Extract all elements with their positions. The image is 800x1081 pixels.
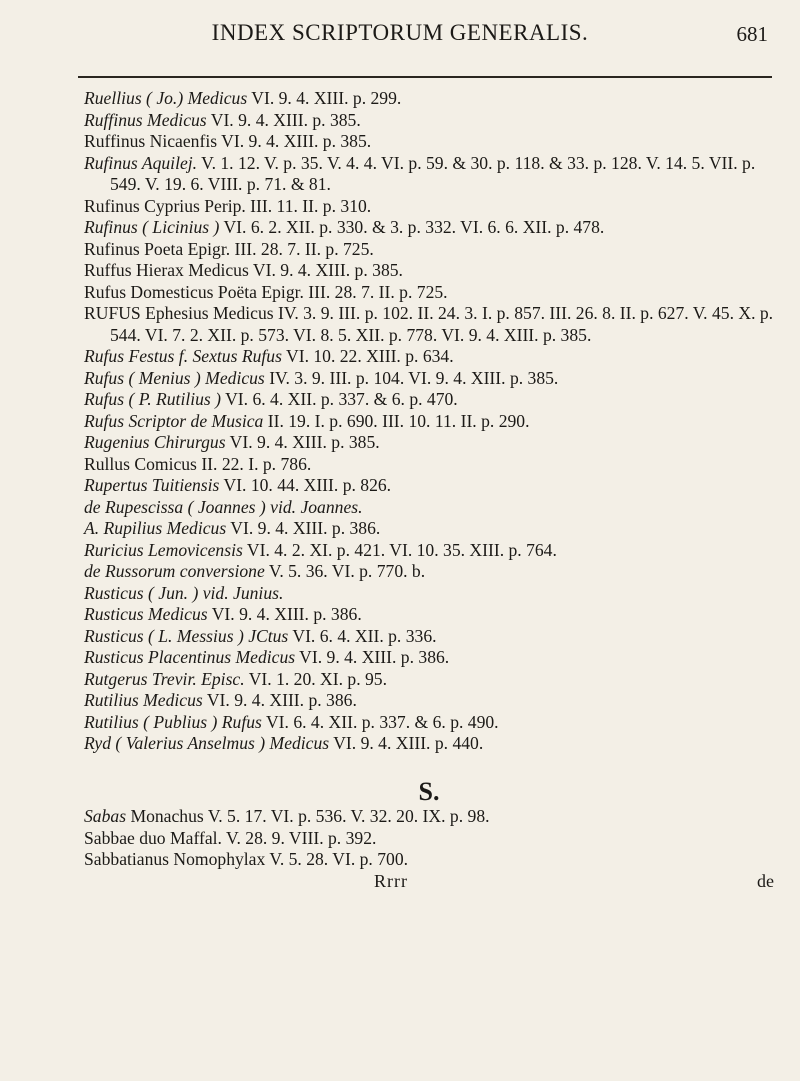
- entry-reference: IV. 3. 9. III. p. 104. VI. 9. 4. XIII. p. 385.: [264, 367, 559, 388]
- entry-name: Rufus Domesticus Poëta Epigr.: [84, 281, 304, 302]
- entry-name: Rufinus Aquilej.: [84, 152, 198, 173]
- index-entries: [84, 88, 774, 893]
- entry-name: Rutilius Medicus: [84, 690, 203, 710]
- page-number: 681: [736, 22, 768, 46]
- entry-name: Rusticus Medicus: [84, 604, 208, 624]
- entry-reference: III. 28. 7. II. p. 725.: [303, 281, 448, 302]
- entry-name: de Russorum conversione: [84, 561, 265, 581]
- entry-name: Sabbatianus Nomophylax: [84, 849, 266, 869]
- entry-reference: VI. 10. 44. XIII. p. 826.: [219, 475, 392, 495]
- entry-reference: VI. 9. 4. XIII. p. 385.: [217, 131, 372, 151]
- index-entry: [84, 454, 774, 476]
- page-header: [0, 14, 800, 54]
- entry-name: Rufus Festus f. Sextus Rufus: [84, 346, 282, 366]
- entry-name: Rusticus ( Jun. ) vid. Junius.: [84, 582, 284, 603]
- index-entry: [84, 196, 774, 218]
- entry-reference: VI. 9. 4. XIII. p. 299.: [247, 88, 402, 108]
- index-entry: [84, 475, 774, 497]
- entry-reference: V. 5. 28. VI. p. 700.: [265, 849, 409, 869]
- entry-reference: VI. 1. 20. XI. p. 95.: [244, 668, 387, 689]
- entry-reference: VI. 9. 4. XIII. p. 386.: [202, 690, 357, 710]
- entry-name: Rufus ( P. Rutilius ): [84, 389, 222, 409]
- index-entry: [84, 131, 774, 153]
- entry-name: Ruricius Lemovicensis: [84, 539, 243, 560]
- entry-reference: VI. 9. 4. XIII. p. 440.: [329, 733, 484, 753]
- entry-reference: VI. 9. 4. XIII. p. 385.: [225, 432, 380, 452]
- index-entry: [84, 239, 774, 261]
- catchword: de: [757, 870, 774, 891]
- index-entry: [84, 282, 774, 304]
- header-rule: [78, 76, 772, 78]
- entry-reference: V. 1. 12. V. p. 35. V. 4. 4. VI. p. 59. & 30. p. 118. & 33. p. 128. V. 14. 5. VII. p. 549. V. 19. 6. VIII. p. 71. & 81.: [110, 152, 756, 194]
- entry-name: Ruffus Hierax Medicus: [84, 260, 249, 280]
- entry-reference: VI. 9. 4. XIII. p. 385.: [248, 260, 403, 280]
- index-entry: [84, 88, 774, 110]
- entry-name: Rugenius Chirurgus: [84, 432, 226, 452]
- entry-name: Sabas: [84, 806, 127, 826]
- index-entry: [84, 260, 774, 282]
- page-footer: [84, 871, 774, 893]
- entry-name: Ruffinus Medicus: [84, 109, 207, 130]
- index-entry: [84, 626, 774, 648]
- entry-name: de Rupescissa ( Joannes ) vid. Joannes.: [84, 496, 363, 517]
- entry-reference: VI. 9. 4. XIII. p. 386.: [207, 604, 362, 624]
- index-entry: [84, 110, 774, 132]
- entry-name: Rutgerus Trevir. Episc.: [84, 668, 245, 689]
- entry-name: RUFUS Ephesius Medicus: [84, 303, 274, 323]
- entry-name: Ryd ( Valerius Anselmus ) Medicus: [84, 733, 330, 753]
- index-entry: [84, 497, 774, 519]
- entry-reference: VI. 4. 2. XI. p. 421. VI. 10. 35. XIII. p. 764.: [242, 539, 557, 560]
- index-entry: [84, 849, 774, 871]
- entry-reference: II. 22. I. p. 786.: [196, 453, 312, 474]
- entry-name: Rullus Comicus: [84, 453, 197, 474]
- index-entry: [84, 669, 774, 691]
- entry-name: Rusticus ( L. Messius ) JCtus: [84, 625, 289, 646]
- entry-name: Ruellius ( Jo.) Medicus: [84, 88, 248, 108]
- entry-name: Sabbae duo Maffal.: [84, 827, 222, 848]
- entry-reference: V. 5. 36. VI. p. 770. b.: [264, 561, 426, 581]
- index-entry: [84, 828, 774, 850]
- index-entry: [84, 518, 774, 540]
- index-entry: [84, 368, 774, 390]
- section-letter: S.: [418, 776, 440, 806]
- entry-name: Rufinus Cyprius Perip.: [84, 195, 246, 216]
- index-entry: [84, 217, 774, 239]
- entry-reference: Monachus V. 5. 17. VI. p. 536. V. 32. 20. IX. p. 98.: [126, 806, 490, 826]
- entry-reference: VI. 6. 4. XII. p. 336.: [288, 625, 437, 646]
- s-entries: [84, 806, 774, 871]
- entry-reference: VI. 6. 4. XII. p. 337. & 6. p. 490.: [261, 711, 499, 732]
- index-entry: [84, 346, 774, 368]
- entry-name: Rufus Scriptor de Musica: [84, 410, 264, 431]
- entry-name: Rupertus Tuitiensis: [84, 475, 220, 495]
- entry-reference: VI. 6. 4. XII. p. 337. & 6. p. 470.: [221, 389, 458, 409]
- index-entry: [84, 432, 774, 454]
- entry-reference: III. 28. 7. II. p. 725.: [230, 238, 374, 259]
- entry-reference: VI. 9. 4. XIII. p. 385.: [206, 109, 361, 130]
- entry-reference: VI. 6. 2. XII. p. 330. & 3. p. 332. VI. 6. 6. XII. p. 478.: [219, 217, 605, 237]
- index-entry: [84, 604, 774, 626]
- entry-name: A. Rupilius Medicus: [84, 518, 227, 538]
- entry-reference: VI. 9. 4. XIII. p. 386.: [226, 518, 381, 538]
- entry-reference: VI. 10. 22. XIII. p. 634.: [281, 346, 454, 366]
- index-entry: [84, 806, 774, 828]
- index-entry: [84, 303, 774, 346]
- entry-name: Rufus ( Menius ) Medicus: [84, 367, 265, 388]
- entry-name: Rufinus ( Licinius ): [84, 217, 220, 237]
- entry-reference: VI. 9. 4. XIII. p. 386.: [295, 647, 450, 667]
- index-entry: [84, 561, 774, 583]
- index-entry: [84, 583, 774, 605]
- entry-name: Rufinus Poeta Epigr.: [84, 238, 231, 259]
- index-entry: [84, 411, 774, 433]
- entry-reference: III. 11. II. p. 310.: [245, 195, 372, 216]
- r-entries: [84, 88, 774, 755]
- index-entry: [84, 647, 774, 669]
- entry-reference: IV. 3. 9. III. p. 102. II. 24. 3. I. p. 857. III. 26. 8. II. p. 627. V. 45. X. p. 544. VI. 7. 2. XII. p. 573. VI. 8. 5. XII. p. 778. VI. 9. 4. XIII. p. 385.: [110, 303, 774, 345]
- index-entry: [84, 690, 774, 712]
- index-entry: [84, 153, 774, 196]
- entry-name: Ruffinus Nicaenfis: [84, 131, 218, 151]
- entry-reference: II. 19. I. p. 690. III. 10. 11. II. p. 290.: [263, 410, 530, 431]
- index-entry: [84, 389, 774, 411]
- running-title: INDEX SCRIPTORUM GENERALIS.: [211, 20, 589, 45]
- entry-name: Rusticus Placentinus Medicus: [84, 647, 296, 667]
- index-entry: [84, 733, 774, 755]
- entry-reference: V. 28. 9. VIII. p. 392.: [221, 827, 377, 848]
- index-entry: [84, 712, 774, 734]
- index-entry: [84, 540, 774, 562]
- signature-mark: Rrrr: [374, 870, 408, 891]
- entry-name: Rutilius ( Publius ) Rufus: [84, 711, 262, 732]
